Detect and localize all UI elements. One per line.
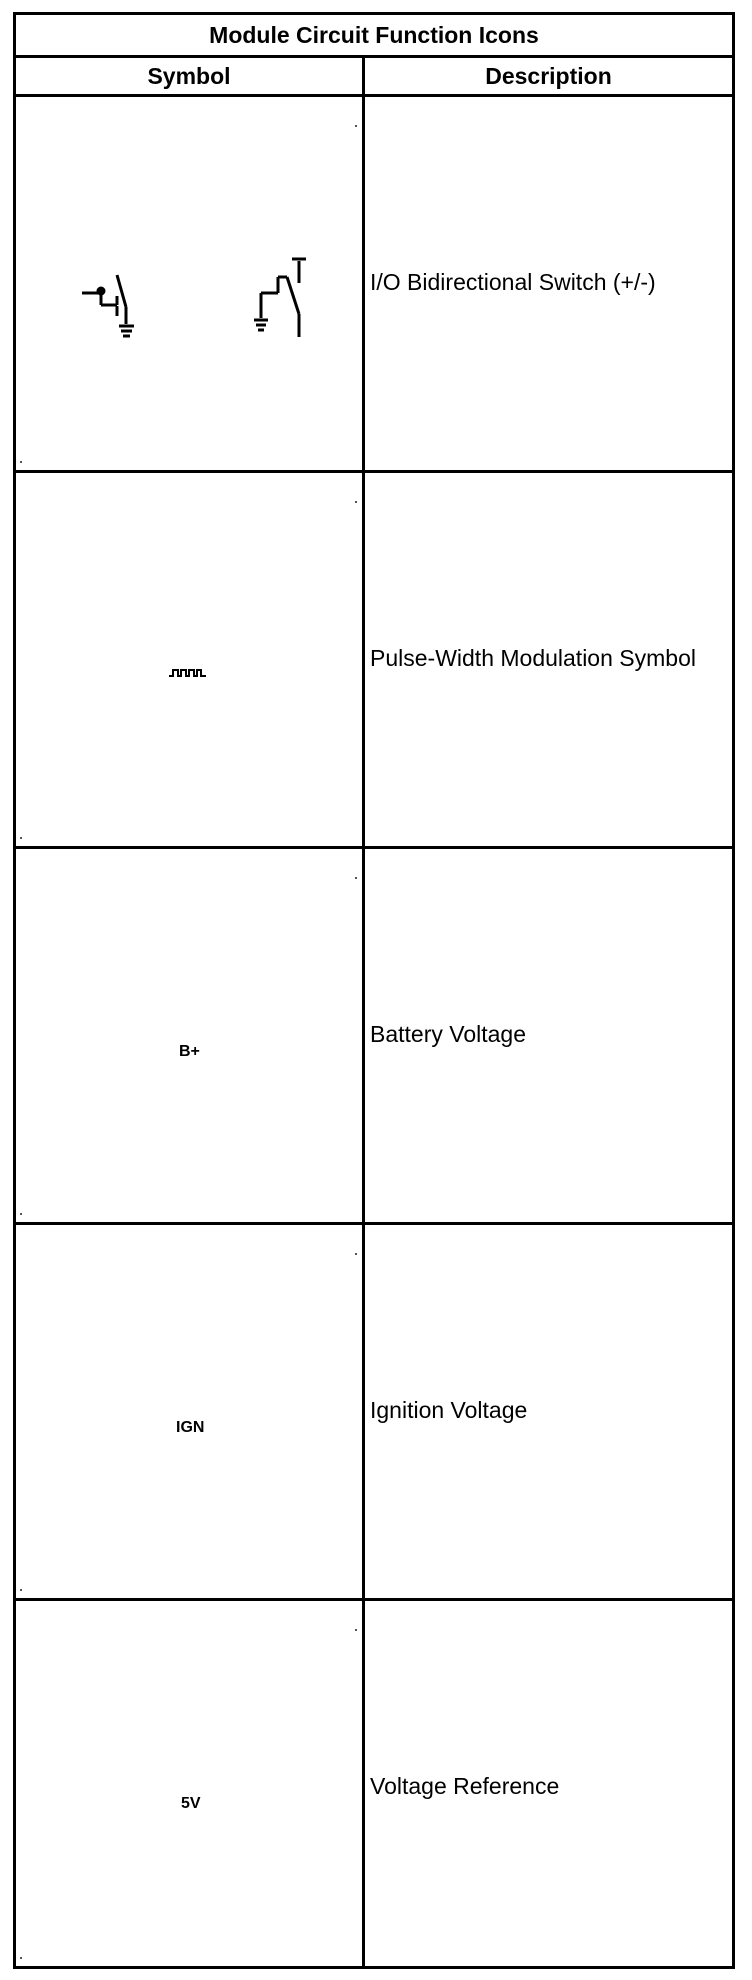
description-cell bbox=[365, 1225, 732, 1598]
symbol-cell bbox=[16, 1601, 365, 1966]
description-text: Pulse-Width Modulation Symbol bbox=[370, 645, 696, 671]
table-row bbox=[16, 1225, 732, 1601]
description-text: Battery Voltage bbox=[370, 1021, 526, 1047]
symbol-text: 5V bbox=[181, 1795, 201, 1812]
symbol-cell bbox=[16, 849, 365, 1222]
table-row bbox=[16, 473, 732, 849]
pulse-width-modulation-icon bbox=[16, 473, 365, 849]
description-cell bbox=[365, 849, 732, 1222]
description-cell bbox=[365, 1601, 732, 1966]
circuit-icons-table bbox=[13, 12, 735, 1969]
header-symbol: Symbol bbox=[16, 58, 365, 97]
symbol-cell bbox=[16, 97, 365, 470]
symbol-cell bbox=[16, 1225, 365, 1598]
header-description: Description bbox=[365, 58, 732, 97]
table-row bbox=[16, 849, 732, 1225]
description-cell bbox=[365, 97, 732, 470]
description-cell bbox=[365, 473, 732, 846]
table-row bbox=[16, 97, 732, 473]
symbol-text: B+ bbox=[179, 1043, 200, 1060]
table-row bbox=[16, 1601, 732, 1966]
description-text: I/O Bidirectional Switch (+/-) bbox=[370, 269, 656, 295]
description-text: Ignition Voltage bbox=[370, 1397, 528, 1423]
symbol-text: IGN bbox=[176, 1419, 205, 1436]
io-bidirectional-switch-icon bbox=[16, 97, 365, 473]
description-text: Voltage Reference bbox=[370, 1773, 560, 1799]
symbol-cell bbox=[16, 473, 365, 846]
table-caption: Module Circuit Function Icons bbox=[16, 15, 732, 58]
